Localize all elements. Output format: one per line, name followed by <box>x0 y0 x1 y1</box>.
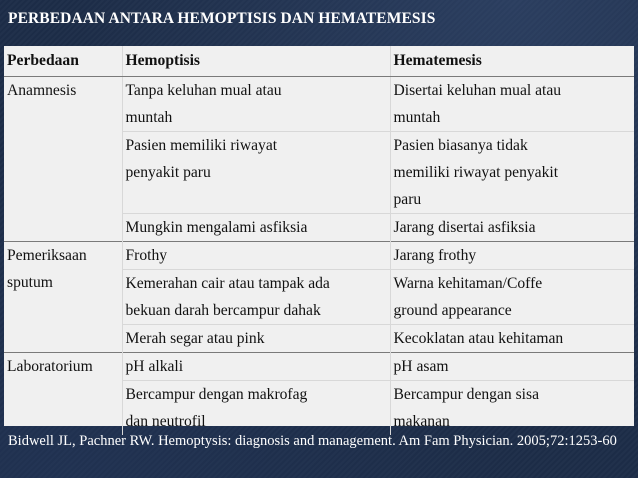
cell-line: dan neutrofil <box>125 413 206 430</box>
cell-line: Bercampur dengan makrofag <box>125 386 308 403</box>
hematemesis-cell <box>390 353 634 381</box>
cell-line: Anamnesis <box>7 82 77 99</box>
hematemesis-cell <box>390 132 634 214</box>
cell-line: Bercampur dengan sisa <box>393 386 539 403</box>
table-body <box>4 77 634 436</box>
cell-line: memiliki riwayat penyakit <box>393 164 559 181</box>
cell-line: Disertai keluhan mual atau <box>393 82 562 99</box>
cell-line: pH asam <box>393 358 449 375</box>
hematemesis-cell <box>390 381 634 436</box>
table-row <box>4 77 634 132</box>
cell-line: Jarang disertai asfiksia <box>393 219 536 236</box>
cell-line: ground appearance <box>393 302 512 319</box>
hemoptisis-cell <box>122 381 390 436</box>
slide-title: PERBEDAAN ANTARA HEMOPTISIS DAN HEMATEMESIS <box>8 10 436 27</box>
cell-line: Kemerahan cair atau tampak ada <box>125 275 330 292</box>
table-row <box>4 242 634 270</box>
cell-line: muntah <box>393 109 441 126</box>
comparison-table-container <box>4 46 634 430</box>
hemoptisis-cell <box>122 214 390 242</box>
row-label <box>4 77 122 242</box>
row-label <box>4 353 122 436</box>
cell-line: paru <box>393 191 422 208</box>
cell-line: Tanpa keluhan mual atau <box>125 82 282 99</box>
cell-line: Merah segar atau pink <box>125 330 265 347</box>
cell-line: bekuan darah bercampur dahak <box>125 302 321 319</box>
hematemesis-cell <box>390 242 634 270</box>
cell-line: Pasien memiliki riwayat <box>125 137 278 154</box>
cell-line: Warna kehitaman/Coffe <box>393 275 543 292</box>
cell-line: sputum <box>7 274 53 291</box>
hemoptisis-cell <box>122 270 390 325</box>
cell-line: muntah <box>125 109 173 126</box>
hemoptisis-cell <box>122 132 390 214</box>
hematemesis-cell <box>390 214 634 242</box>
comparison-table <box>4 46 634 435</box>
cell-line: makanan <box>393 413 450 430</box>
hematemesis-cell <box>390 325 634 353</box>
reference-citation: Bidwell JL, Pachner RW. Hemoptysis: diagnosis and management. Am Fam Physician. 2005;72:1253-60 <box>8 433 617 449</box>
header-hemoptisis: Hemoptisis <box>122 46 390 77</box>
cell-line: Pasien biasanya tidak <box>393 137 528 154</box>
cell-line: pH alkali <box>125 358 184 375</box>
header-hematemesis: Hematemesis <box>390 46 634 77</box>
hematemesis-cell <box>390 77 634 132</box>
hemoptisis-cell <box>122 353 390 381</box>
cell-line: Mungkin mengalami asfiksia <box>125 219 308 236</box>
row-label <box>4 242 122 353</box>
cell-line: Kecoklatan atau kehitaman <box>393 330 564 347</box>
cell-line: penyakit paru <box>125 164 211 181</box>
header-perbedaan: Perbedaan <box>4 46 122 77</box>
cell-line: Jarang frothy <box>393 247 477 264</box>
cell-line: Frothy <box>125 247 168 264</box>
hemoptisis-cell <box>122 325 390 353</box>
hemoptisis-cell <box>122 77 390 132</box>
table-row <box>4 353 634 381</box>
cell-line: Laboratorium <box>7 358 93 375</box>
hematemesis-cell <box>390 270 634 325</box>
table-header-row <box>4 46 634 77</box>
cell-line: Pemeriksaan <box>7 247 87 264</box>
hemoptisis-cell <box>122 242 390 270</box>
